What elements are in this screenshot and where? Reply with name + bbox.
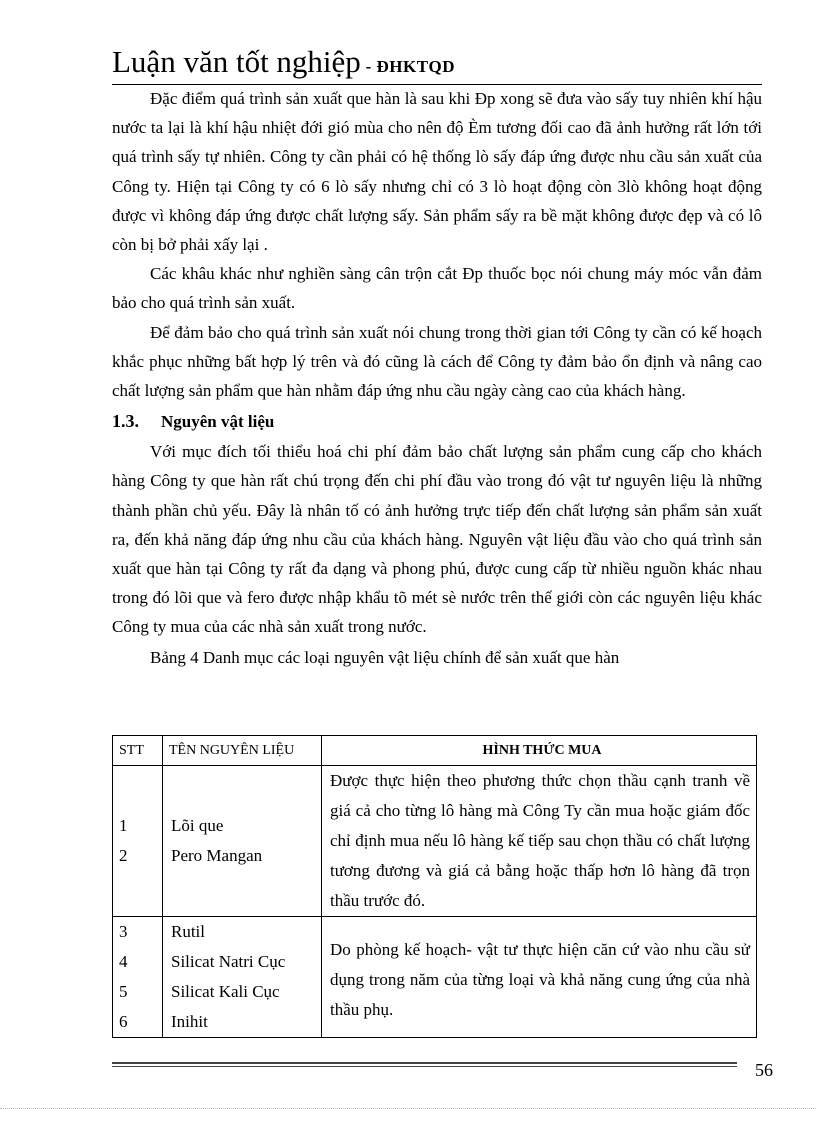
material-name-cell bbox=[163, 766, 322, 917]
paragraph: Để đảm bảo cho quá trình sản xuất nói chung trong thời gian tới Công ty cần có kế hoạch khắc phục những bất hợp lý trên và đó cũng là cách để Công ty đảm bảo ổn định và nâng cao chất lượng sản phẩm que hàn nhằm đáp ứng nhu cầu ngày càng cao của khách hàng. bbox=[112, 322, 762, 401]
material-name-cell bbox=[163, 917, 322, 1038]
table-row bbox=[113, 766, 757, 917]
paragraph: Đặc điểm quá trình sản xuất que hàn là sau khi Đp xong sẽ đưa vào sấy tuy nhiên khí hậu nước ta lại là khí hậu nhiệt đới gió mùa cho nên độ Èm tương đối cao đã ảnh hưởng rất lớn tới quá trình sấy tự nhiên. Công ty cần phải có hệ thống lò sấy đáp ứng được nhu cầu sản xuất của Công ty. Hiện tại Công ty có 6 lò sấy nhưng chỉ có 3 lò hoạt động còn 3lò không hoạt động được vì không đáp ứng được chất lượng sấy. Sản phẩm sấy ra bề mặt không được đẹp và có lô còn bị bở phải xấy lại . bbox=[112, 89, 762, 255]
stt-cell bbox=[113, 766, 163, 917]
paragraph: Với mục đích tối thiểu hoá chi phí đảm bảo chất lượng sản phẩm cung cấp cho khách hàng Công ty que hàn rất chú trọng đến chi phí đầu vào trong đó vật tư nguyên liệu là những thành phần chủ yếu. Đây là nhân tố có ảnh hưởng trực tiếp đến chất lượng sản phẩm sản xuất ra, đến khả năng đáp ứng nhu cầu của khách hàng. Nguyên vật liệu đầu vào cho quá trình sản xuất que hàn tại Công ty rất đa dạng và phong phú, được cung cấp từ nhiều nguồn khác nhau trong đó lõi que và fero được nhập khẩu tõ mét sè nước trên thế giới còn các nguyên liệu khác Công ty mua của các nhà sản xuất trong nước. bbox=[112, 442, 762, 637]
section-heading bbox=[112, 406, 762, 437]
paragraph: Các khâu khác như nghiền sàng cân trộn cắt Đp thuốc bọc nói chung máy móc vẫn đảm bảo cho quá trình sản xuất. bbox=[112, 264, 762, 313]
stt-value: 2 bbox=[119, 846, 128, 865]
material-name: Pero Mangan bbox=[171, 846, 263, 865]
stt-value: 6 bbox=[119, 1012, 128, 1031]
stt-value: 3 bbox=[119, 922, 128, 941]
page-edge-divider bbox=[0, 1108, 816, 1109]
section-title: Nguyên vật liệu bbox=[161, 412, 275, 432]
table-caption: Bảng 4 Danh mục các loại nguyên vật liệu chính để sản xuất que hàn bbox=[150, 647, 620, 667]
footer-divider bbox=[112, 1062, 737, 1064]
document-body bbox=[112, 84, 762, 674]
header-stt: STT bbox=[113, 736, 163, 766]
stt-value: 5 bbox=[119, 982, 128, 1001]
purchase-method-cell: Do phòng kế hoạch- vật tư thực hiện căn cứ vào nhu cầu sử dụng trong năm của từng loại và khả năng cung ứng của nhà thầu phụ. bbox=[322, 917, 757, 1038]
header-buy: HÌNH THỨC MUA bbox=[322, 736, 757, 766]
section-number: 1.3. bbox=[112, 411, 139, 432]
header-suffix: - ĐHKTQD bbox=[360, 57, 456, 76]
purchase-method-cell: Được thực hiện theo phương thức chọn thầu cạnh tranh về giá cả cho từng lô hàng mà Công Ty cần mua hoặc giám đốc chỉ định mua nếu lô hàng kế tiếp sau chọn thầu có chất lượng tương đương và giá cả bằng hoặc thấp hơn lô hàng đã trọn thầu trước đó. bbox=[322, 766, 757, 917]
material-name: Silicat Kali Cục bbox=[171, 982, 280, 1001]
material-name: Inihit bbox=[171, 1012, 208, 1031]
page-number: 56 bbox=[755, 1060, 773, 1080]
material-name: Silicat Natri Cục bbox=[171, 952, 286, 971]
header-title: Luận văn tốt nghiệp bbox=[112, 44, 361, 79]
material-name: Lõi que bbox=[171, 816, 224, 835]
material-name: Rutil bbox=[171, 922, 206, 941]
page-header bbox=[112, 40, 762, 85]
materials-table bbox=[112, 735, 757, 1038]
stt-cell bbox=[113, 917, 163, 1038]
stt-value: 4 bbox=[119, 952, 128, 971]
table-header-row bbox=[113, 736, 757, 766]
stt-value: 1 bbox=[119, 816, 128, 835]
header-name: TÊN NGUYÊN LIỆU bbox=[163, 736, 322, 766]
table-row bbox=[113, 917, 757, 1038]
footer-divider bbox=[112, 1066, 737, 1067]
